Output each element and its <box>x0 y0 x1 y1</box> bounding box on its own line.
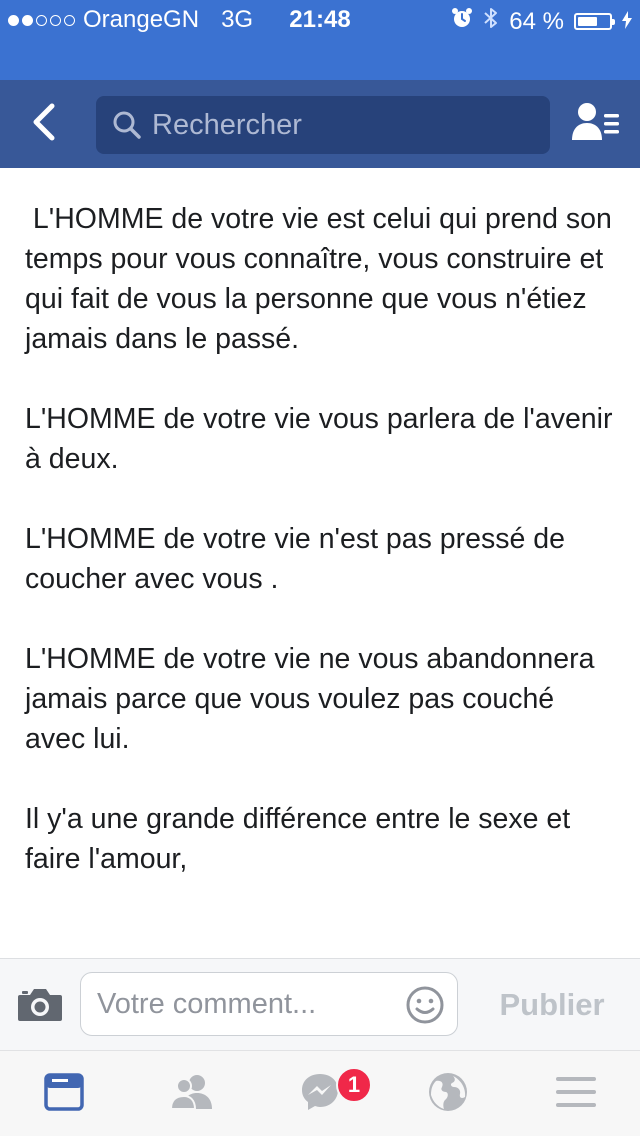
chevron-left-icon <box>30 102 58 147</box>
search-bar[interactable] <box>96 96 550 154</box>
friend-requests-button[interactable] <box>570 100 622 148</box>
back-button[interactable] <box>22 100 66 148</box>
comment-composer <box>0 958 640 1050</box>
search-icon <box>112 110 142 140</box>
status-time: 21:48 <box>289 6 351 33</box>
post-paragraph: L'HOMME de votre vie n'est pas pressé de coucher avec vous . <box>25 523 565 595</box>
status-bar-extension <box>0 40 640 80</box>
camera-button[interactable] <box>16 985 64 1025</box>
publish-button[interactable]: Publier <box>499 987 605 1022</box>
news-feed-icon <box>44 1073 84 1116</box>
comment-field[interactable] <box>80 972 458 1036</box>
post-paragraph: Il y'a une grande différence entre le sexe et faire l'amour, <box>25 803 571 875</box>
battery-level-fill <box>578 17 597 26</box>
post-text <box>25 199 621 919</box>
battery-icon <box>574 13 612 30</box>
globe-icon <box>427 1071 469 1118</box>
comment-input[interactable] <box>97 985 397 1023</box>
battery-percentage: 64 % <box>509 7 564 35</box>
bluetooth-icon <box>483 6 499 37</box>
post-paragraph: L'HOMME de votre vie ne vous abandonnera jamais parce que vous voulez pas couché avec lui. <box>25 643 595 755</box>
tab-notifications[interactable] <box>418 1069 478 1119</box>
search-input[interactable] <box>152 109 532 142</box>
status-bar <box>0 0 640 40</box>
alarm-icon <box>451 7 473 36</box>
carrier-name: OrangeGN <box>83 6 200 33</box>
friends-icon <box>169 1074 215 1115</box>
friend-requests-icon <box>571 100 621 149</box>
tab-more[interactable] <box>546 1069 606 1119</box>
tab-friends[interactable] <box>162 1069 222 1119</box>
charging-bolt-icon <box>622 8 632 36</box>
emoji-button[interactable] <box>405 985 445 1025</box>
navigation-bar <box>0 80 640 168</box>
smiley-icon <box>405 1012 445 1029</box>
messenger-badge: 1 <box>336 1067 372 1103</box>
camera-icon <box>16 1012 64 1029</box>
menu-icon <box>554 1075 598 1114</box>
tab-news-feed[interactable] <box>34 1069 94 1119</box>
network-type: 3G <box>221 6 254 33</box>
messenger-icon <box>299 1071 341 1118</box>
post-paragraph: L'HOMME de votre vie est celui qui prend son temps pour vous connaître, vous construire et qui fait de vous la personne que vous n'étiez jamais dans le passé. <box>25 203 620 355</box>
post-paragraph: L'HOMME de votre vie vous parlera de l'avenir à deux. <box>25 403 613 475</box>
status-right <box>451 6 632 37</box>
tab-bar <box>0 1050 640 1136</box>
